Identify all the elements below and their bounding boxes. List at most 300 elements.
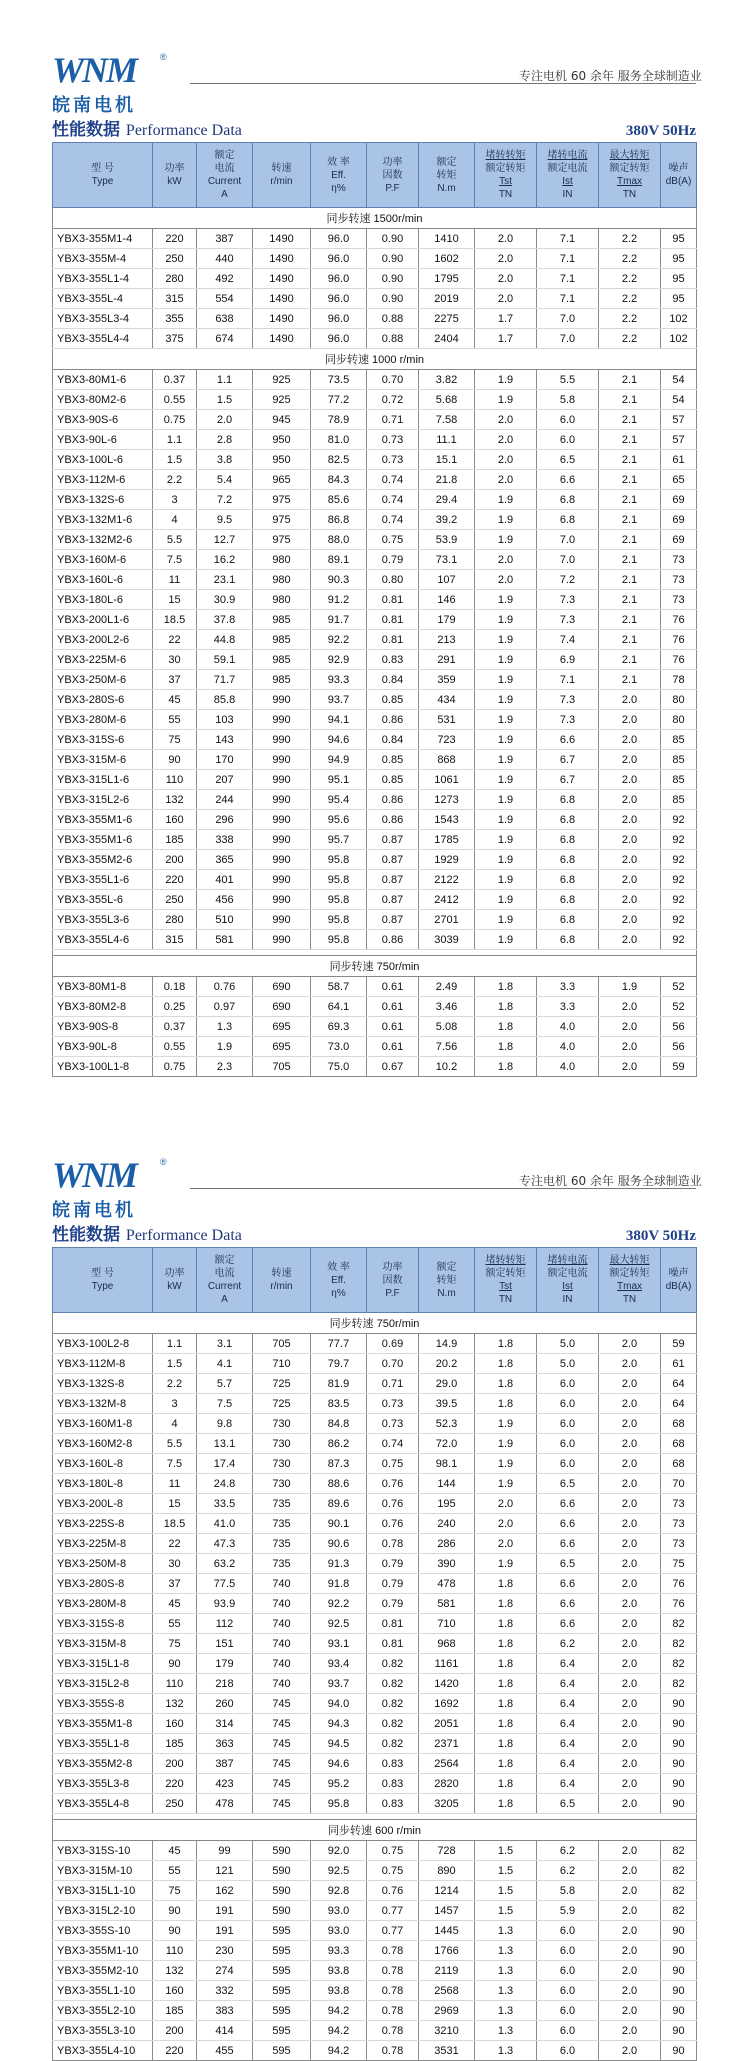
cell-noise: 90 [661,2021,697,2041]
cell-tmax-tn: 2.2 [599,249,661,269]
cell-noise: 90 [661,2041,697,2061]
title-en: Performance Data [125,122,242,139]
cell-current: 207 [197,770,253,790]
cell-torque: 11.1 [419,430,475,450]
logo-chinese-name: 皖南电机 [52,95,136,116]
cell-power-factor: 0.75 [367,1454,419,1474]
cell-noise: 54 [661,370,697,390]
cell-current: 44.8 [197,630,253,650]
cell-tst-tn: 1.9 [475,690,537,710]
cell-power-factor: 0.82 [367,1654,419,1674]
cell-ist-in: 6.6 [537,1494,599,1514]
section-title-row [52,1227,696,1245]
header-text: dB(A) [665,1281,692,1292]
cell-efficiency: 95.8 [311,870,367,890]
table-row [53,1534,697,1554]
cell-efficiency: 94.2 [311,2001,367,2021]
table-row [53,1841,697,1861]
table-row [53,770,697,790]
cell-efficiency: 86.2 [311,1434,367,1454]
cell-tst-tn: 1.9 [475,610,537,630]
cell-power-factor: 0.69 [367,1334,419,1354]
cell-efficiency: 96.0 [311,289,367,309]
cell-tmax-tn: 2.0 [599,1394,661,1414]
cell-noise: 90 [661,1774,697,1794]
cell-efficiency: 92.9 [311,650,367,670]
speed-section-row [53,349,697,370]
cell-noise: 82 [661,1634,697,1654]
speed-label: 同步转速 750r/min [53,956,697,977]
cell-tst-tn: 1.8 [475,1354,537,1374]
cell-torque: 723 [419,730,475,750]
cell-tst-tn: 1.9 [475,650,537,670]
table-row [53,910,697,930]
cell-power-factor: 0.70 [367,1354,419,1374]
cell-efficiency: 93.3 [311,670,367,690]
cell-torque: 10.2 [419,1057,475,1077]
cell-power: 220 [153,1774,197,1794]
cell-tst-tn: 1.9 [475,850,537,870]
table-row [53,1921,697,1941]
cell-efficiency: 94.1 [311,710,367,730]
cell-torque: 7.56 [419,1037,475,1057]
table-row [53,430,697,450]
cell-tmax-tn: 2.1 [599,510,661,530]
cell-tmax-tn: 2.0 [599,1754,661,1774]
header-text: 额定转矩 [485,1268,526,1279]
cell-speed: 725 [253,1394,311,1414]
cell-power-factor: 0.88 [367,329,419,349]
table-row [53,630,697,650]
table-row [53,1714,697,1734]
logo-mark: WNM [52,1155,137,1195]
section-title-row [52,122,696,140]
cell-torque: 1061 [419,770,475,790]
cell-tst-tn: 1.9 [475,910,537,930]
header-text: 转矩 [436,1274,457,1286]
cell-noise: 82 [661,1614,697,1634]
cell-torque: 581 [419,1594,475,1614]
cell-power-factor: 0.81 [367,610,419,630]
cell-speed: 990 [253,810,311,830]
cell-tst-tn: 1.8 [475,1017,537,1037]
header-text: 转速 [271,1268,292,1279]
cell-efficiency: 69.3 [311,1017,367,1037]
title-en: Performance Data [125,1227,242,1244]
voltage-label: 380V 50Hz [625,1228,696,1244]
header-text: Tst [499,176,512,187]
cell-speed: 975 [253,530,311,550]
table-row [53,530,697,550]
cell-tmax-tn: 2.1 [599,370,661,390]
cell-torque: 240 [419,1514,475,1534]
cell-speed: 975 [253,490,311,510]
title-cn: 性能数据 [52,120,120,140]
cell-tst-tn: 2.0 [475,1514,537,1534]
cell-torque: 14.9 [419,1334,475,1354]
cell-ist-in: 6.2 [537,1861,599,1881]
cell-power-factor: 0.76 [367,1474,419,1494]
table-row [53,550,697,570]
cell-model: YBX3-160M-6 [53,550,153,570]
cell-model: YBX3-90S-8 [53,1017,153,1037]
cell-power-factor: 0.87 [367,890,419,910]
cell-power: 30 [153,650,197,670]
header-text: 堵转电流 [547,1255,588,1266]
column-header-efficiency [311,1248,367,1313]
cell-tmax-tn: 2.0 [599,1674,661,1694]
cell-power: 0.75 [153,1057,197,1077]
cell-model: YBX3-80M2-8 [53,997,153,1017]
table-row [53,1514,697,1534]
cell-speed: 595 [253,2021,311,2041]
cell-current: 363 [197,1734,253,1754]
cell-model: YBX3-132M1-6 [53,510,153,530]
cell-speed: 990 [253,690,311,710]
cell-tmax-tn: 2.1 [599,570,661,590]
cell-current: 170 [197,750,253,770]
cell-torque: 1445 [419,1921,475,1941]
cell-tst-tn: 1.8 [475,1654,537,1674]
cell-current: 41.0 [197,1514,253,1534]
cell-power: 185 [153,2001,197,2021]
cell-tmax-tn: 2.0 [599,1881,661,1901]
cell-torque: 52.3 [419,1414,475,1434]
cell-noise: 54 [661,390,697,410]
table-row [53,870,697,890]
section-title [52,1220,242,1245]
cell-model: YBX3-160M2-8 [53,1434,153,1454]
header-text: kW [167,176,182,187]
cell-speed: 590 [253,1901,311,1921]
cell-power: 18.5 [153,610,197,630]
cell-current: 478 [197,1794,253,1814]
cell-power: 0.37 [153,370,197,390]
cell-current: 63.2 [197,1554,253,1574]
header-text: 堵转电流 [547,150,588,161]
cell-tmax-tn: 2.0 [599,890,661,910]
column-header-ist-in [537,143,599,208]
cell-efficiency: 75.0 [311,1057,367,1077]
cell-noise: 64 [661,1394,697,1414]
cell-power: 11 [153,1474,197,1494]
cell-tmax-tn: 2.0 [599,1534,661,1554]
cell-current: 387 [197,229,253,249]
cell-torque: 2019 [419,289,475,309]
cell-power-factor: 0.84 [367,670,419,690]
cell-tst-tn: 1.8 [475,1614,537,1634]
cell-noise: 69 [661,510,697,530]
header-text: Current [207,176,242,187]
cell-current: 423 [197,1774,253,1794]
cell-speed: 695 [253,1037,311,1057]
cell-torque: 73.1 [419,550,475,570]
cell-power: 375 [153,329,197,349]
table-row [53,390,697,410]
cell-tmax-tn: 2.0 [599,1614,661,1634]
cell-power-factor: 0.82 [367,1694,419,1714]
cell-tmax-tn: 2.0 [599,830,661,850]
header-text: 额定 [436,156,457,168]
cell-torque: 195 [419,1494,475,1514]
cell-speed: 740 [253,1594,311,1614]
cell-power-factor: 0.72 [367,390,419,410]
cell-current: 2.3 [197,1057,253,1077]
cell-tst-tn: 2.0 [475,470,537,490]
cell-power: 132 [153,1694,197,1714]
cell-ist-in: 6.0 [537,430,599,450]
cell-speed: 595 [253,1981,311,2001]
cell-model: YBX3-355M1-6 [53,810,153,830]
cell-torque: 1273 [419,790,475,810]
cell-speed: 990 [253,830,311,850]
cell-torque: 3039 [419,930,475,950]
cell-torque: 5.68 [419,390,475,410]
cell-tst-tn: 2.0 [475,269,537,289]
cell-current: 314 [197,1714,253,1734]
cell-power: 0.37 [153,1017,197,1037]
cell-ist-in: 5.8 [537,390,599,410]
cell-model: YBX3-160L-8 [53,1454,153,1474]
cell-efficiency: 93.3 [311,1941,367,1961]
cell-speed: 985 [253,670,311,690]
column-header-power-factor [367,1248,419,1313]
table-row [53,1881,697,1901]
cell-speed: 690 [253,977,311,997]
cell-power-factor: 0.83 [367,1794,419,1814]
cell-speed: 740 [253,1574,311,1594]
cell-tst-tn: 1.3 [475,1941,537,1961]
cell-model: YBX3-315S-10 [53,1841,153,1861]
cell-model: YBX3-280M-8 [53,1594,153,1614]
cell-ist-in: 6.2 [537,1841,599,1861]
cell-power-factor: 0.90 [367,289,419,309]
cell-tst-tn: 1.5 [475,1881,537,1901]
cell-torque: 359 [419,670,475,690]
cell-tst-tn: 1.3 [475,1981,537,2001]
cell-power: 75 [153,1881,197,1901]
cell-efficiency: 94.2 [311,2021,367,2041]
cell-noise: 82 [661,1881,697,1901]
column-header-tst-tn [475,143,537,208]
cell-current: 85.8 [197,690,253,710]
column-header-current [197,1248,253,1313]
cell-power-factor: 0.86 [367,710,419,730]
cell-noise: 73 [661,1534,697,1554]
header-text: 堵转转矩 [485,1255,526,1266]
speed-label: 同步转速 1000 r/min [53,349,697,370]
cell-efficiency: 95.8 [311,910,367,930]
cell-power-factor: 0.77 [367,1901,419,1921]
header-text: r/min [270,176,293,187]
cell-power-factor: 0.83 [367,650,419,670]
cell-torque: 1410 [419,229,475,249]
header-text: 因数 [382,1274,403,1286]
cell-tst-tn: 1.9 [475,770,537,790]
cell-tmax-tn: 1.9 [599,977,661,997]
header-text: Ist [562,176,573,187]
cell-model: YBX3-355L3-4 [53,309,153,329]
cell-tmax-tn: 2.1 [599,410,661,430]
cell-power: 160 [153,1981,197,2001]
cell-current: 3.1 [197,1334,253,1354]
cell-power-factor: 0.78 [367,1534,419,1554]
cell-ist-in: 7.3 [537,590,599,610]
cell-noise: 90 [661,1981,697,2001]
cell-ist-in: 6.0 [537,1434,599,1454]
cell-efficiency: 95.8 [311,930,367,950]
header-text: 额定 [214,1255,235,1266]
column-header-model [53,143,153,208]
table-row [53,329,697,349]
cell-model: YBX3-112M-8 [53,1354,153,1374]
cell-power: 45 [153,1594,197,1614]
cell-ist-in: 6.0 [537,1941,599,1961]
table-row [53,997,697,1017]
cell-efficiency: 93.1 [311,1634,367,1654]
cell-model: YBX3-355S-10 [53,1921,153,1941]
cell-tst-tn: 1.8 [475,1734,537,1754]
cell-model: YBX3-280S-6 [53,690,153,710]
cell-speed: 980 [253,570,311,590]
cell-power: 200 [153,1754,197,1774]
cell-current: 12.7 [197,530,253,550]
cell-ist-in: 6.8 [537,510,599,530]
cell-model: YBX3-315L1-10 [53,1881,153,1901]
cell-speed: 1490 [253,249,311,269]
cell-power-factor: 0.74 [367,510,419,530]
cell-power: 250 [153,1794,197,1814]
header-text: TN [622,189,637,200]
header-text: P.F [385,1287,400,1299]
cell-speed: 745 [253,1714,311,1734]
cell-model: YBX3-250M-8 [53,1554,153,1574]
cell-efficiency: 96.0 [311,309,367,329]
header-text: 额定转矩 [609,1268,650,1279]
cell-efficiency: 64.1 [311,997,367,1017]
cell-power-factor: 0.67 [367,1057,419,1077]
cell-noise: 68 [661,1434,697,1454]
column-header-speed [253,1248,311,1313]
cell-current: 16.2 [197,550,253,570]
cell-torque: 968 [419,1634,475,1654]
cell-ist-in: 6.8 [537,890,599,910]
cell-efficiency: 95.7 [311,830,367,850]
cell-noise: 76 [661,1574,697,1594]
cell-speed: 990 [253,790,311,810]
cell-ist-in: 6.5 [537,1554,599,1574]
cell-speed: 695 [253,1017,311,1037]
table-row [53,977,697,997]
cell-efficiency: 79.7 [311,1354,367,1374]
table-row [53,1434,697,1454]
cell-tst-tn: 1.8 [475,1674,537,1694]
cell-power: 5.5 [153,1434,197,1454]
cell-speed: 745 [253,1774,311,1794]
table-row [53,1694,697,1714]
cell-ist-in: 7.0 [537,329,599,349]
performance-table [52,142,697,1077]
header-text: N.m [437,182,456,194]
cell-power: 1.5 [153,1354,197,1374]
cell-current: 338 [197,830,253,850]
cell-ist-in: 3.3 [537,997,599,1017]
cell-current: 37.8 [197,610,253,630]
cell-tst-tn: 1.9 [475,670,537,690]
logo-chinese-name: 皖南电机 [52,1200,136,1221]
cell-model: YBX3-132S-8 [53,1374,153,1394]
cell-torque: 286 [419,1534,475,1554]
cell-tst-tn: 1.9 [475,530,537,550]
cell-tmax-tn: 2.0 [599,1941,661,1961]
cell-power: 7.5 [153,550,197,570]
cell-speed: 730 [253,1474,311,1494]
cell-efficiency: 81.9 [311,1374,367,1394]
cell-noise: 52 [661,977,697,997]
cell-power: 75 [153,1634,197,1654]
cell-noise: 102 [661,309,697,329]
speed-label: 同步转速 600 r/min [53,1820,697,1841]
cell-current: 93.9 [197,1594,253,1614]
cell-efficiency: 92.5 [311,1614,367,1634]
header-divider [190,1188,696,1189]
cell-torque: 29.4 [419,490,475,510]
cell-tmax-tn: 2.1 [599,530,661,550]
cell-power-factor: 0.82 [367,1734,419,1754]
cell-efficiency: 92.0 [311,1841,367,1861]
table-row [53,1774,697,1794]
cell-speed: 990 [253,870,311,890]
cell-model: YBX3-225M-6 [53,650,153,670]
cell-tmax-tn: 2.0 [599,1841,661,1861]
table-row [53,1614,697,1634]
cell-speed: 1490 [253,269,311,289]
cell-speed: 980 [253,590,311,610]
cell-tst-tn: 2.0 [475,1494,537,1514]
cell-tmax-tn: 2.0 [599,1734,661,1754]
cell-torque: 478 [419,1574,475,1594]
header-text: Type [91,1281,114,1292]
cell-tst-tn: 1.5 [475,1901,537,1921]
cell-current: 440 [197,249,253,269]
cell-power-factor: 0.73 [367,450,419,470]
cell-current: 387 [197,1754,253,1774]
cell-tmax-tn: 2.0 [599,1654,661,1674]
cell-speed: 730 [253,1454,311,1474]
cell-power-factor: 0.61 [367,997,419,1017]
cell-tst-tn: 2.0 [475,550,537,570]
cell-current: 244 [197,790,253,810]
cell-ist-in: 7.0 [537,550,599,570]
cell-tmax-tn: 2.0 [599,1354,661,1374]
table-row [53,670,697,690]
table-row [53,410,697,430]
cell-power: 37 [153,670,197,690]
cell-power: 160 [153,810,197,830]
speed-section-row [53,1820,697,1841]
cell-model: YBX3-355L1-4 [53,269,153,289]
cell-model: YBX3-100L-6 [53,450,153,470]
table-row [53,790,697,810]
cell-ist-in: 7.1 [537,249,599,269]
cell-noise: 70 [661,1474,697,1494]
cell-ist-in: 6.0 [537,410,599,430]
cell-power-factor: 0.87 [367,850,419,870]
cell-ist-in: 6.7 [537,750,599,770]
header-text: 噪声 [668,1268,689,1279]
cell-current: 13.1 [197,1434,253,1454]
cell-speed: 735 [253,1494,311,1514]
